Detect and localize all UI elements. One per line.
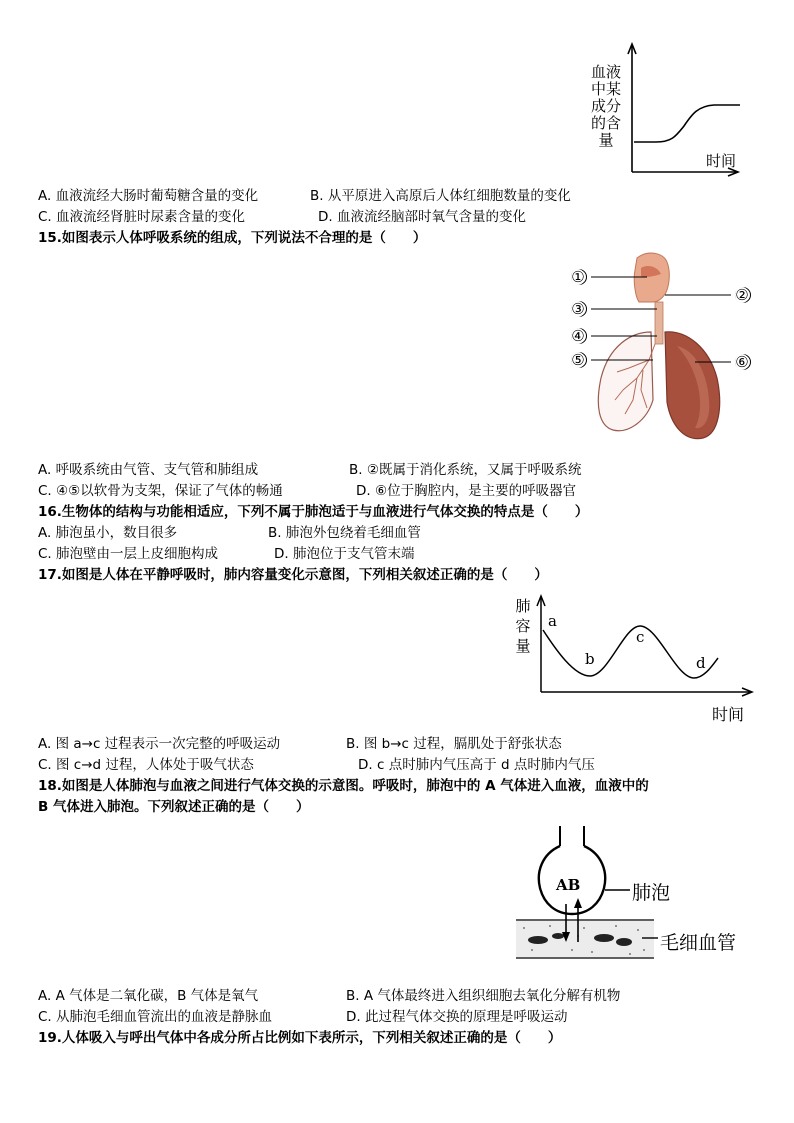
q17-curve <box>543 626 718 678</box>
head-shape <box>634 253 669 302</box>
label-5: ⑤ <box>571 351 585 369</box>
q17-stem: 17.如图是人体在平静呼吸时，肺内容量变化示意图，下列相关叙述正确的是（ ） <box>38 567 548 583</box>
q14-figure <box>584 40 754 180</box>
capillary-label: 毛细血管 <box>660 932 737 954</box>
q19-stem: 19.人体吸入与呼出气体中各成分所占比例如下表所示，下列相关叙述正确的是（ ） <box>38 1030 562 1046</box>
q14-option-a: A. 血液流经大肠时葡萄糖含量的变化 <box>38 188 259 204</box>
q18-figure <box>512 824 762 974</box>
q17-option-d: D. c 点时肺内气压高于 d 点时肺内气压 <box>358 757 595 773</box>
label-6: ⑥ <box>735 353 749 371</box>
left-lung-outline <box>598 332 653 431</box>
fig-ab-label: AB <box>556 876 581 894</box>
label-3: ③ <box>571 300 585 318</box>
q16-option-a: A. 肺泡虽小，数目很多 <box>38 525 178 541</box>
label-1: ① <box>571 268 585 286</box>
q17-option-c: C. 图 c→d 过程，人体处于吸气状态 <box>38 757 254 773</box>
q14-xlabel: 时间 <box>706 152 737 170</box>
q14-option-d: D. 血液流经脑部时氧气含量的变化 <box>318 209 526 225</box>
q14-curve <box>634 105 740 142</box>
q14-ylabel: 血液 中某 成分 的含 量 <box>590 63 621 149</box>
point-b: b <box>585 650 595 668</box>
point-d: d <box>696 654 706 672</box>
q15-option-d: D. ⑥位于胸腔内，是主要的呼吸器官 <box>356 483 577 499</box>
trachea-shape <box>655 302 663 344</box>
q17-option-b: B. 图 b→c 过程，膈肌处于舒张状态 <box>346 736 562 752</box>
q18-option-c: C. 从肺泡毛细血管流出的血液是静脉血 <box>38 1009 273 1025</box>
q16-option-c: C. 肺泡壁由一层上皮细胞构成 <box>38 546 219 562</box>
respiratory-system-illustration <box>555 250 765 455</box>
point-c: c <box>636 628 645 646</box>
label-4: ④ <box>571 327 585 345</box>
q15-figure <box>555 250 765 455</box>
q15-option-c: C. ④⑤以软骨为支架，保证了气体的畅通 <box>38 483 283 499</box>
right-lung <box>665 332 720 439</box>
q18-stem-line2: B 气体进入肺泡。下列叙述正确的是（ ） <box>38 799 310 815</box>
q18-option-d: D. 此过程气体交换的原理是呼吸运动 <box>346 1009 568 1025</box>
q18-option-a: A. A 气体是二氧化碳，B 气体是氧气 <box>38 988 259 1004</box>
q17-xlabel: 时间 <box>712 705 745 724</box>
label-2: ② <box>735 286 749 304</box>
q16-stem: 16.生物体的结构与功能相适应，下列不属于肺泡适于与血液进行气体交换的特点是（ ） <box>38 504 589 520</box>
q17-figure <box>508 592 758 724</box>
q18-stem-line1: 18.如图是人体肺泡与血液之间进行气体交换的示意图。呼吸时，肺泡中的 A 气体进入血液，血液中的 <box>38 778 649 794</box>
point-a: a <box>548 612 557 630</box>
q16-option-b: B. 肺泡外包绕着毛细血管 <box>268 525 421 541</box>
q18-option-b: B. A 气体最终进入组织细胞去氧化分解有机物 <box>346 988 621 1004</box>
q14-option-c: C. 血液流经肾脏时尿素含量的变化 <box>38 209 246 225</box>
q14-option-b: B. 从平原进入高原后人体红细胞数量的变化 <box>310 188 571 204</box>
q15-option-a: A. 呼吸系统由气管、支气管和肺组成 <box>38 462 259 478</box>
q15-stem: 15.如图表示人体呼吸系统的组成，下列说法不合理的是（ ） <box>38 230 427 246</box>
alveolus-label: 肺泡 <box>632 882 671 904</box>
q16-option-d: D. 肺泡位于支气管末端 <box>274 546 415 562</box>
q17-option-a: A. 图 a→c 过程表示一次完整的呼吸运动 <box>38 736 281 752</box>
q17-ylabel: 肺 容 量 <box>515 597 531 655</box>
q15-option-b: B. ②既属于消化系统，又属于呼吸系统 <box>349 462 582 478</box>
